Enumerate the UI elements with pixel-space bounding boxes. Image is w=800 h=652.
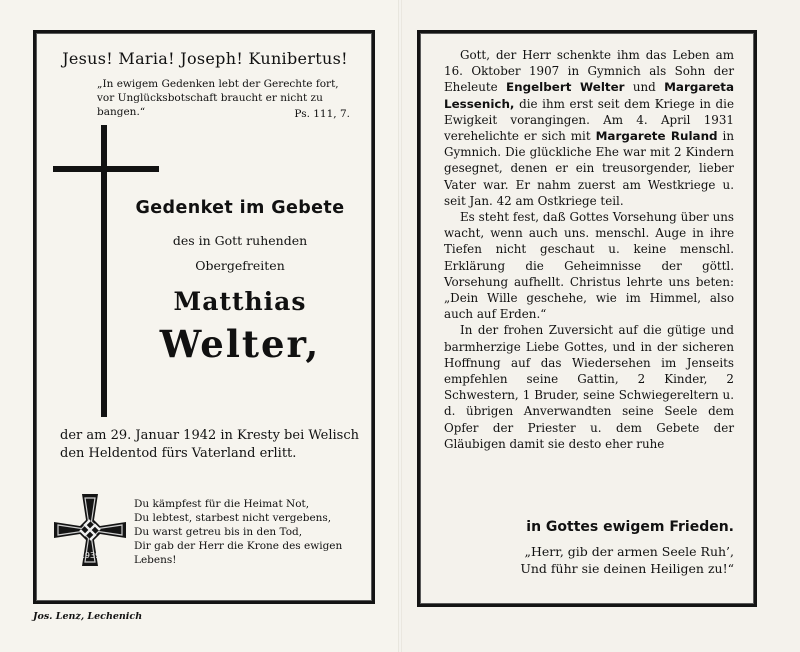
mother-name: Margareta Lessenich, bbox=[444, 80, 734, 111]
father-name: Engelbert Welter bbox=[506, 80, 625, 95]
iron-cross-year: 1939 bbox=[79, 551, 101, 560]
poem-line: Du warst getreu bis in den Tod, bbox=[134, 526, 303, 538]
biography-text bbox=[444, 47, 734, 452]
biography-paragraph-2: Es steht fest, daß Gottes Vorsehung über uns wacht, wenn auch uns. menschl. Auge in ihre Tiefen nicht geschaut u. keine menschl. Erklärung die Geheimnisse der göttl. Vorsehung aufhellt. Christus lehrte uns beten: „Dein Wille geschehe, wie im Himmel, also auch auf Erden.“ bbox=[444, 210, 734, 322]
latin-cross-icon-bar bbox=[53, 166, 159, 172]
biography-paragraph-3: In der frohen Zuversicht auf die gütige und barmherzige Liebe Gottes, und in der sicheren Hoffnung auf das Wiedersehen im Jenseits empfehlen seine Gattin, 2 Kinder, 2 Schwestern, 1 Bruder, seine Schwiegereltern u. d. übrigen Anverwandten seine Seele dem Opfer der Priester u. dem Gebete der Gläubigen damit sie desto eher ruhe bbox=[444, 323, 734, 451]
card-fold bbox=[398, 0, 402, 652]
last-name: Welter, bbox=[159, 322, 321, 366]
memorial-subline: des in Gott ruhenden bbox=[172, 233, 308, 248]
rank-text: Obergefreiten bbox=[195, 258, 285, 273]
poem-line: Dir gab der Herr die Krone des ewigen Lebens! bbox=[134, 540, 343, 566]
prayer-line: „Herr, gib der armen Seele Ruh’, bbox=[524, 544, 734, 559]
iron-cross-icon bbox=[52, 492, 128, 568]
memorial-poem bbox=[134, 497, 354, 567]
invocation-heading: Jesus! Maria! Joseph! Kunibertus! bbox=[62, 49, 348, 68]
printer-credit: Jos. Lenz, Lechenich bbox=[33, 611, 143, 622]
poem-line: Du lebtest, starbest nicht vergebens, bbox=[134, 512, 332, 524]
closing-line: in Gottes ewigem Frieden. bbox=[526, 519, 734, 535]
poem-line: Du kämpfest für die Heimat Not, bbox=[134, 498, 310, 510]
psalm-quote: „In ewigem Gedenken lebt der Gerechte fort, vor Unglücksbotschaft braucht er nicht zu bangen.“ bbox=[97, 78, 339, 118]
death-notice-text: der am 29. Januar 1942 in Kresty bei Welisch den Heldentod fürs Vaterland erlitt. bbox=[60, 428, 359, 461]
biography-paragraph-1: Gott, der Herr schenkte ihm das Leben am 16. Oktober 1907 in Gymnich als Sohn der Eheleute Engelbert Welter und Margareta Lessenich, die ihm erst seit dem Kriege in die Ewigkeit vorangingen. Am 4. April 1931 verehelichte er sich mit Margarete Ruland in Gymnich. Die glückliche Ehe war mit 2 Kindern gesegnet, denen er ein treusorgender, lieber Vater war. Er nahm zuerst am Westkriege u. seit Jan. 42 am Ostkriege teil. bbox=[444, 48, 734, 208]
psalm-reference: Ps. 111, 7. bbox=[294, 108, 350, 120]
memorial-heading: Gedenket im Gebete bbox=[135, 198, 345, 218]
closing-prayer bbox=[444, 543, 734, 577]
first-name: Matthias bbox=[173, 287, 307, 316]
prayer-line: Und führ sie deinen Heiligen zu!“ bbox=[520, 561, 734, 576]
wife-name: Margarete Ruland bbox=[595, 129, 718, 144]
